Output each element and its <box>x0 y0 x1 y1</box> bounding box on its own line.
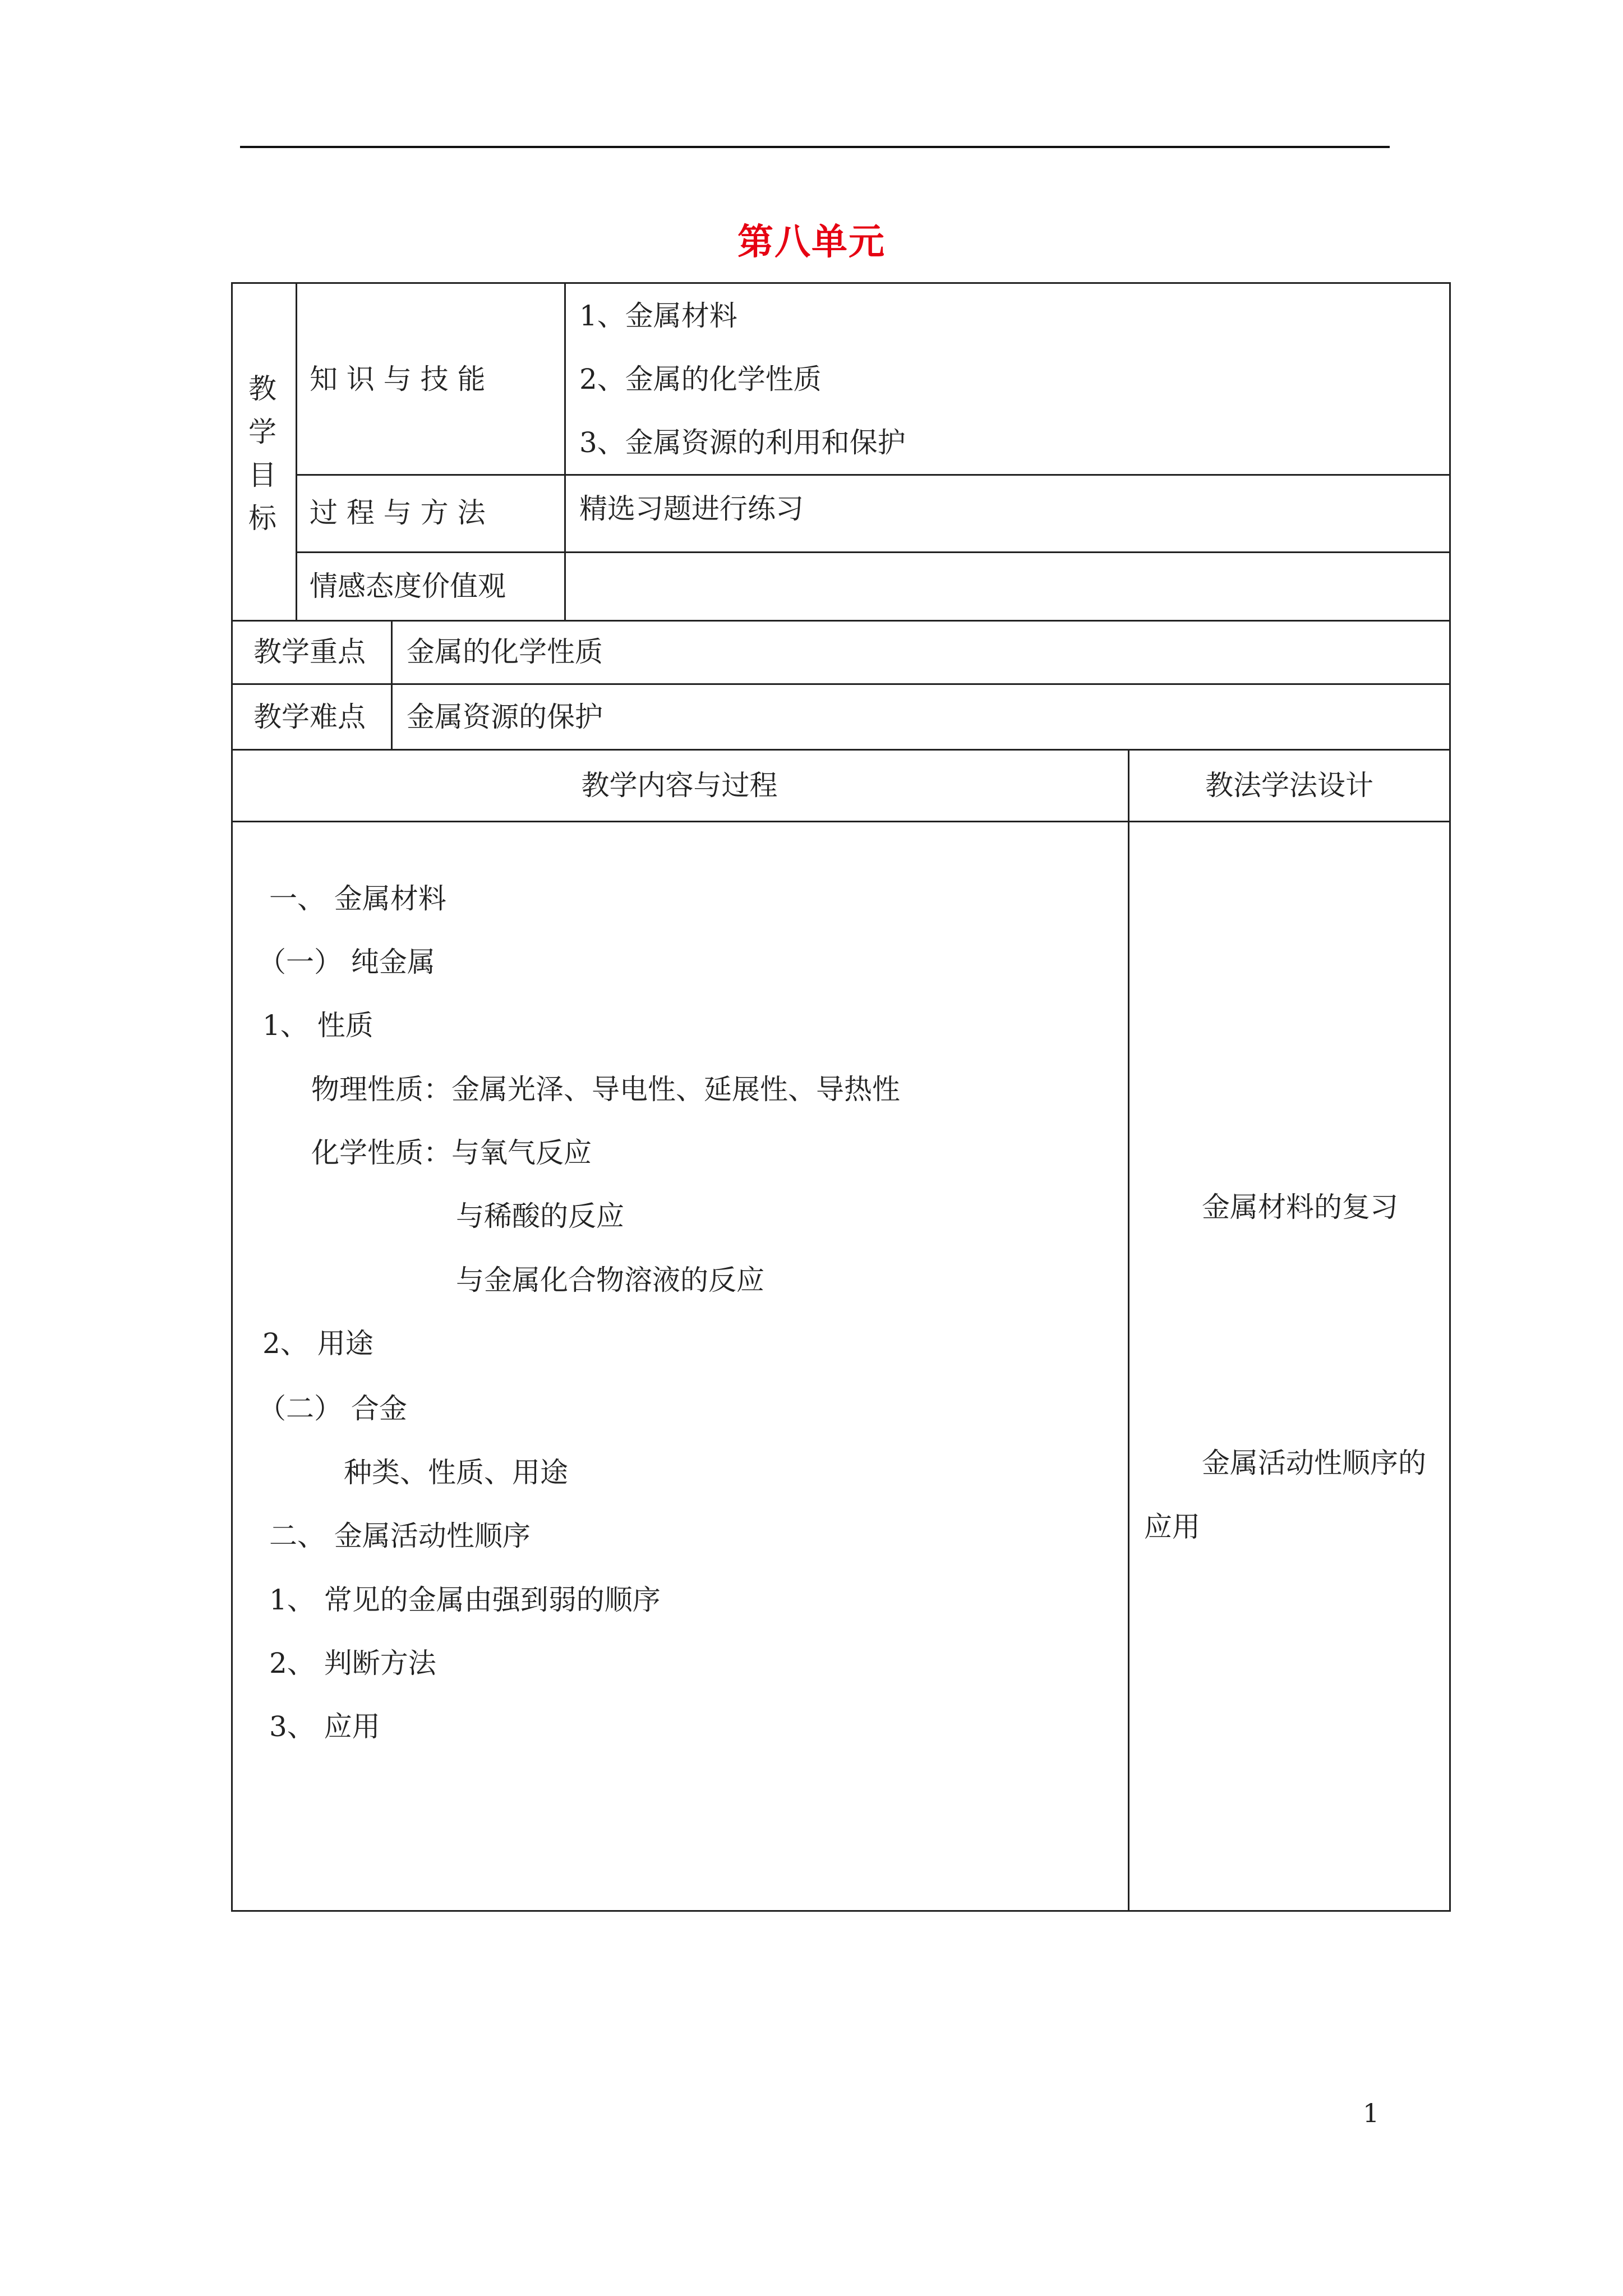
row-divider <box>231 620 1451 622</box>
content-line: 1、 性质 <box>262 1009 374 1042</box>
method-note: 应用 <box>1144 1511 1200 1543</box>
row-divider <box>296 551 1451 553</box>
column-divider <box>391 620 393 749</box>
knowledge-item: 2、金属的化学性质 <box>579 363 822 395</box>
content-line: 2、 判断方法 <box>269 1647 436 1680</box>
method-note: 金属材料的复习 <box>1202 1191 1398 1223</box>
knowledge-item: 1、金属材料 <box>579 300 737 332</box>
difficulty-value: 金属资源的保护 <box>407 701 603 733</box>
content-header: 教学内容与过程 <box>581 769 778 802</box>
header-rule <box>240 146 1390 148</box>
objectives-label-char: 目 <box>248 459 276 491</box>
knowledge-item: 3、金属资源的利用和保护 <box>579 426 906 459</box>
column-divider <box>296 282 297 620</box>
column-divider <box>564 282 566 620</box>
content-line: 一、 金属材料 <box>269 882 446 915</box>
objectives-label <box>246 367 279 540</box>
row-divider <box>296 474 1451 476</box>
row-divider <box>231 749 1451 751</box>
content-line: 二、 金属活动性顺序 <box>269 1520 531 1552</box>
column-divider <box>1128 749 1129 1912</box>
method-header: 教法学法设计 <box>1205 769 1373 802</box>
content-line: 与稀酸的反应 <box>456 1200 624 1232</box>
emotion-label: 情感态度价值观 <box>310 570 506 602</box>
key-point-value: 金属的化学性质 <box>407 636 603 668</box>
difficulty-label: 教学难点 <box>253 701 366 733</box>
key-point-label: 教学重点 <box>253 636 366 668</box>
row-divider <box>231 683 1451 685</box>
content-line: 2、 用途 <box>262 1327 374 1360</box>
objectives-label-char: 标 <box>248 502 276 535</box>
content-line: （二） 合金 <box>258 1392 407 1425</box>
content-line: 与金属化合物溶液的反应 <box>456 1264 764 1296</box>
content-line: 物理性质：金属光泽、导电性、延展性、导热性 <box>311 1073 900 1106</box>
content-line: 3、 应用 <box>269 1710 380 1743</box>
content-line: 化学性质：与氧气反应 <box>311 1137 592 1169</box>
content-line: （一） 纯金属 <box>258 946 435 978</box>
objectives-label-char: 学 <box>248 416 276 448</box>
process-label: 过 程 与 方 法 <box>310 496 486 529</box>
process-value: 精选习题进行练习 <box>579 493 804 525</box>
page-title: 第八单元 <box>737 221 886 263</box>
page-number: 1 <box>1363 2098 1380 2128</box>
knowledge-label: 知 识 与 技 能 <box>310 363 486 395</box>
method-note: 金属活动性顺序的 <box>1202 1447 1426 1479</box>
content-line: 1、 常见的金属由强到弱的顺序 <box>269 1584 661 1616</box>
objectives-label-char: 教 <box>248 372 276 405</box>
row-divider <box>231 821 1451 822</box>
content-line: 种类、性质、用途 <box>344 1456 568 1489</box>
